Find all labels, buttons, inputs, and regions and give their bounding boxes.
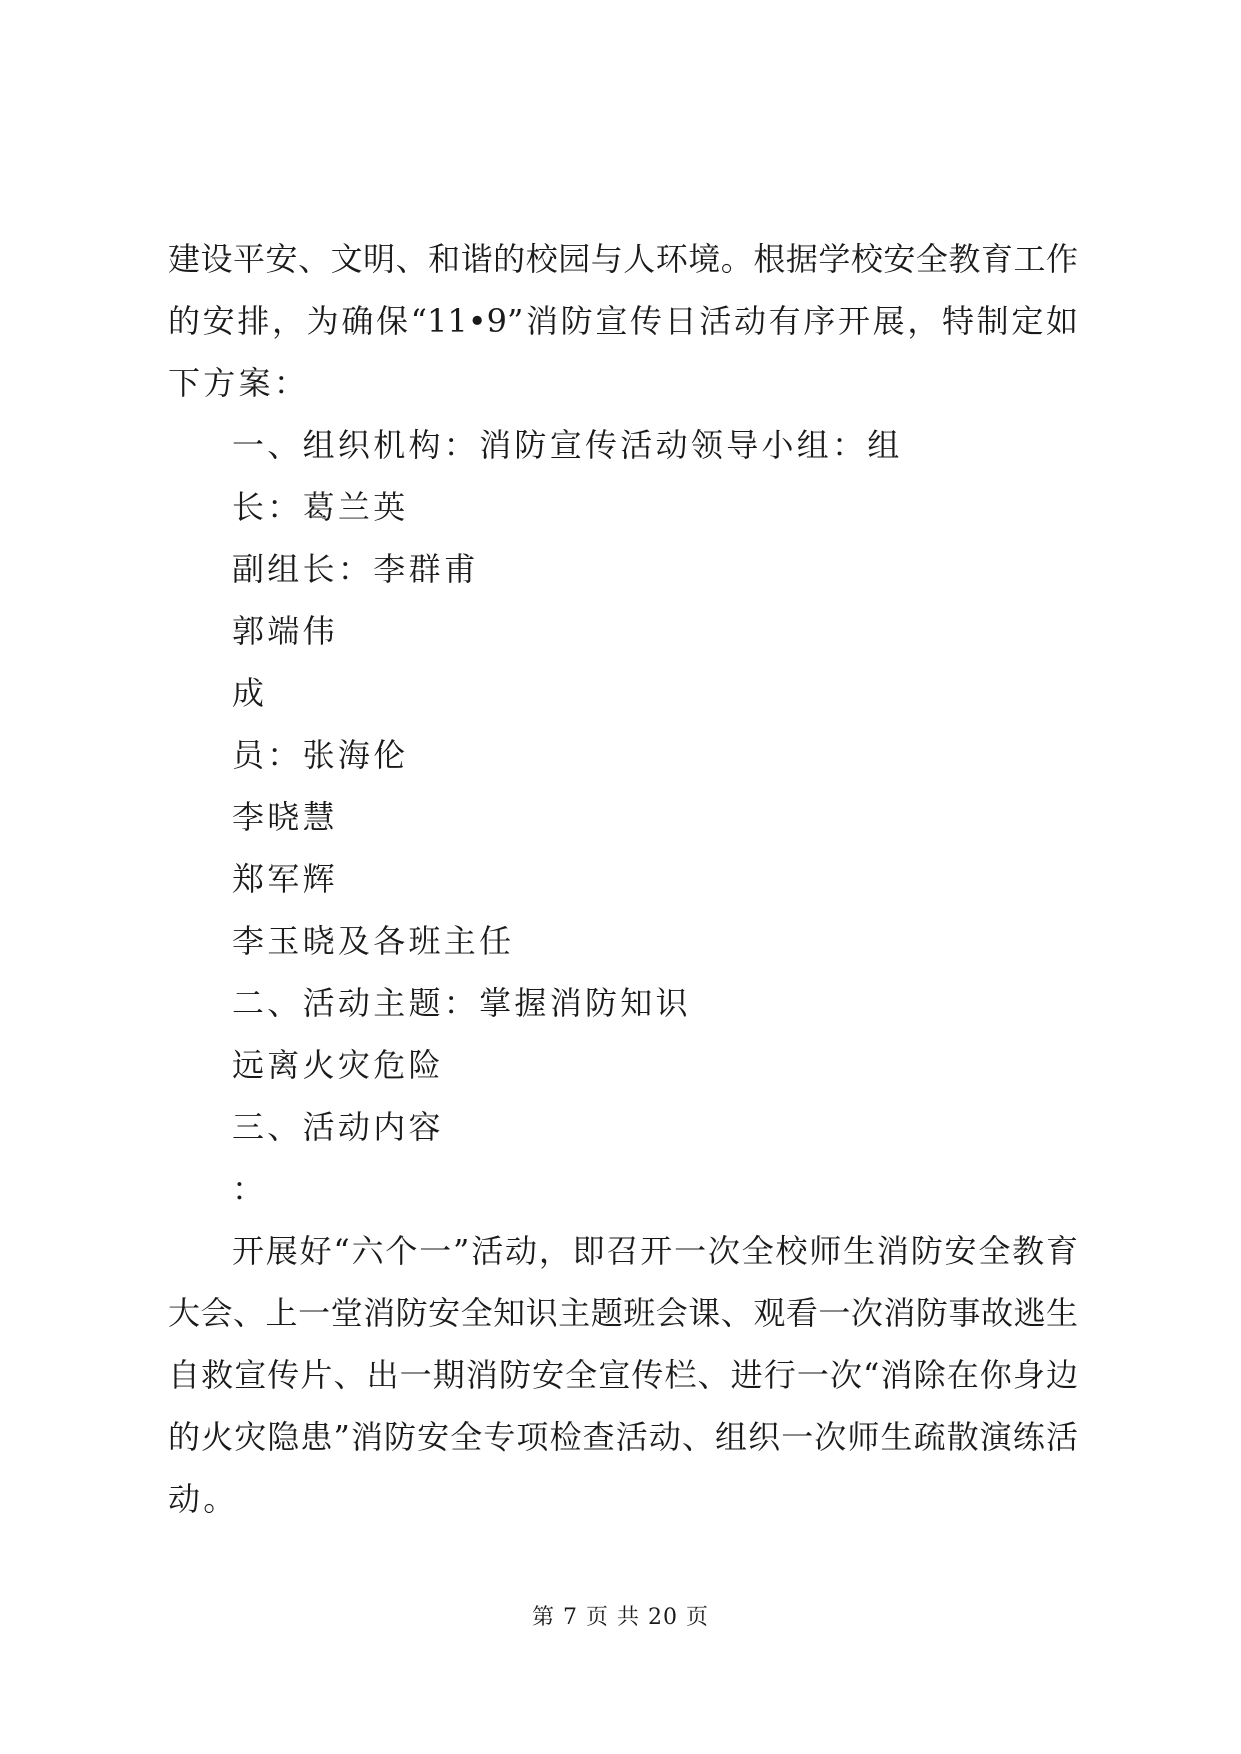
paragraph-line: 的火灾隐患”消防安全专项检查活动、组织一次师生疏散演练活 — [168, 1418, 1078, 1456]
paragraph-line: ： — [232, 1170, 268, 1208]
page-number-footer: 第 7 页 共 20 页 — [532, 1605, 709, 1630]
paragraph-line: 郑军辉 — [232, 860, 338, 898]
paragraph-line: 动。 — [168, 1480, 239, 1518]
paragraph-line: 建设平安、文明、和谐的校园与人环境。根据学校安全教育工作 — [168, 240, 1078, 278]
paragraph-line: 成 — [232, 674, 268, 712]
section-heading: 一、组织机构：消防宣传活动领导小组：组 — [232, 426, 903, 464]
section-heading: 二、活动主题：掌握消防知识 — [232, 984, 691, 1022]
paragraph-line: 大会、上一堂消防安全知识主题班会课、观看一次消防事故逃生 — [168, 1294, 1078, 1332]
paragraph-line: 自救宣传片、出一期消防安全宣传栏、进行一次“消除在你身边 — [168, 1356, 1078, 1394]
paragraph-line: 长：葛兰英 — [232, 488, 409, 526]
paragraph-line: 李晓慧 — [232, 798, 338, 836]
paragraph-line: 远离火灾危险 — [232, 1046, 444, 1084]
paragraph-line: 郭端伟 — [232, 612, 338, 650]
paragraph-line: 下方案： — [168, 364, 310, 402]
paragraph-line: 的安排，为确保“11•9”消防宣传日活动有序开展，特制定如 — [168, 302, 1078, 340]
paragraph-line: 李玉晓及各班主任 — [232, 922, 515, 960]
paragraph-line: 员：张海伦 — [232, 736, 409, 774]
paragraph-line: 副组长：李群甫 — [232, 550, 480, 588]
section-heading: 三、活动内容 — [232, 1108, 444, 1146]
paragraph-line: 开展好“六个一”活动，即召开一次全校师生消防安全教育 — [232, 1232, 1078, 1270]
